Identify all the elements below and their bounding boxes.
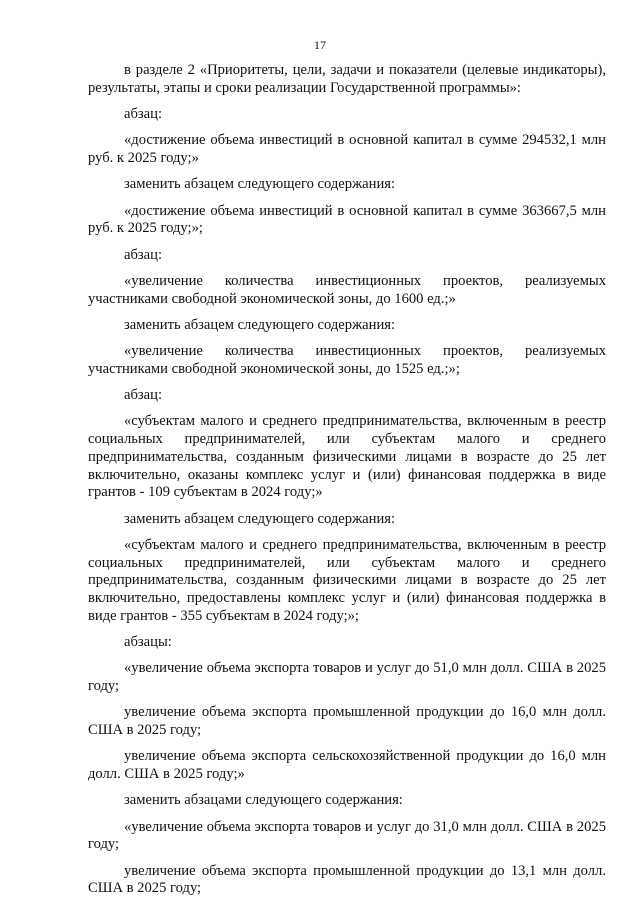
paragraph-label-abzac: абзац: bbox=[124, 387, 163, 404]
paragraph-quote-old-export-total: «увеличение объема экспорта товаров и услуг до 51,0 млн долл. США в 2025 году; bbox=[88, 660, 606, 694]
paragraph-quote-old-export-agricultural: увеличение объема экспорта сельскохозяйственной продукции до 16,0 млн долл. США в 2025 году;» bbox=[88, 748, 606, 782]
paragraph-replace-instruction: заменить абзацем следующего содержания: bbox=[124, 176, 396, 193]
paragraph-label-abzac: абзац: bbox=[124, 246, 163, 263]
paragraph-quote-old-investment: «достижение объема инвестиций в основной капитал в сумме 294532,1 млн руб. к 2025 году;» bbox=[88, 132, 606, 166]
paragraph-quote-new-export-total: «увеличение объема экспорта товаров и услуг до 31,0 млн долл. США в 2025 году; bbox=[88, 818, 606, 853]
paragraph-quote-old-export-industrial: увеличение объема экспорта промышленной продукции до 16,0 млн долл. США в 2025 году; bbox=[88, 704, 606, 738]
document-body bbox=[88, 62, 606, 898]
paragraph-label-abzac: абзац: bbox=[124, 106, 163, 122]
paragraph-quote-new-sme: «субъектам малого и среднего предпринимательства, включенным в реестр социальных предпринимателей, или субъектам малого и среднего предпринимательства, созданным физическими лицами в возрасте до 25 лет включительно, предоставлены комплекс услуг и (или) финансовая поддержка в виде грантов - 355 субъектам в 2024 году;»; bbox=[88, 536, 606, 624]
paragraph-quote-new-projects: «увеличение количества инвестиционных проектов, реализуемых участниками свободной экономической зоны, до 1525 ед.;»; bbox=[88, 343, 606, 377]
paragraph-section-intro: в разделе 2 «Приоритеты, цели, задачи и показатели (целевые индикаторы), результаты, этапы и сроки реализации Государственной программы»: bbox=[88, 62, 606, 96]
paragraph-replace-instruction-plural: заменить абзацами следующего содержания: bbox=[124, 792, 403, 809]
paragraph-replace-instruction: заменить абзацем следующего содержания: bbox=[124, 316, 396, 333]
page-number: 17 bbox=[314, 38, 326, 52]
paragraph-label-abzacy: абзацы: bbox=[124, 634, 172, 650]
paragraph-quote-new-investment: «достижение объема инвестиций в основной капитал в сумме 363667,5 млн руб. к 2025 году;»; bbox=[88, 202, 606, 237]
paragraph-replace-instruction: заменить абзацем следующего содержания: bbox=[124, 510, 396, 527]
paragraph-quote-new-export-industrial: увеличение объема экспорта промышленной продукции до 13,1 млн долл. США в 2025 году; bbox=[88, 862, 606, 897]
paragraph-quote-old-projects: «увеличение количества инвестиционных проектов, реализуемых участниками свободной экономической зоны, до 1600 ед.;» bbox=[88, 272, 606, 307]
paragraph-quote-old-sme: «субъектам малого и среднего предпринимательства, включенным в реестр социальных предпринимателей, или субъектам малого и среднего предпринимательства, созданным физическими лицами в возрасте до 25 лет включительно, оказаны комплекс услуг и (или) финансовая поддержка в виде грантов - 109 субъектам в 2024 году;» bbox=[88, 413, 606, 501]
